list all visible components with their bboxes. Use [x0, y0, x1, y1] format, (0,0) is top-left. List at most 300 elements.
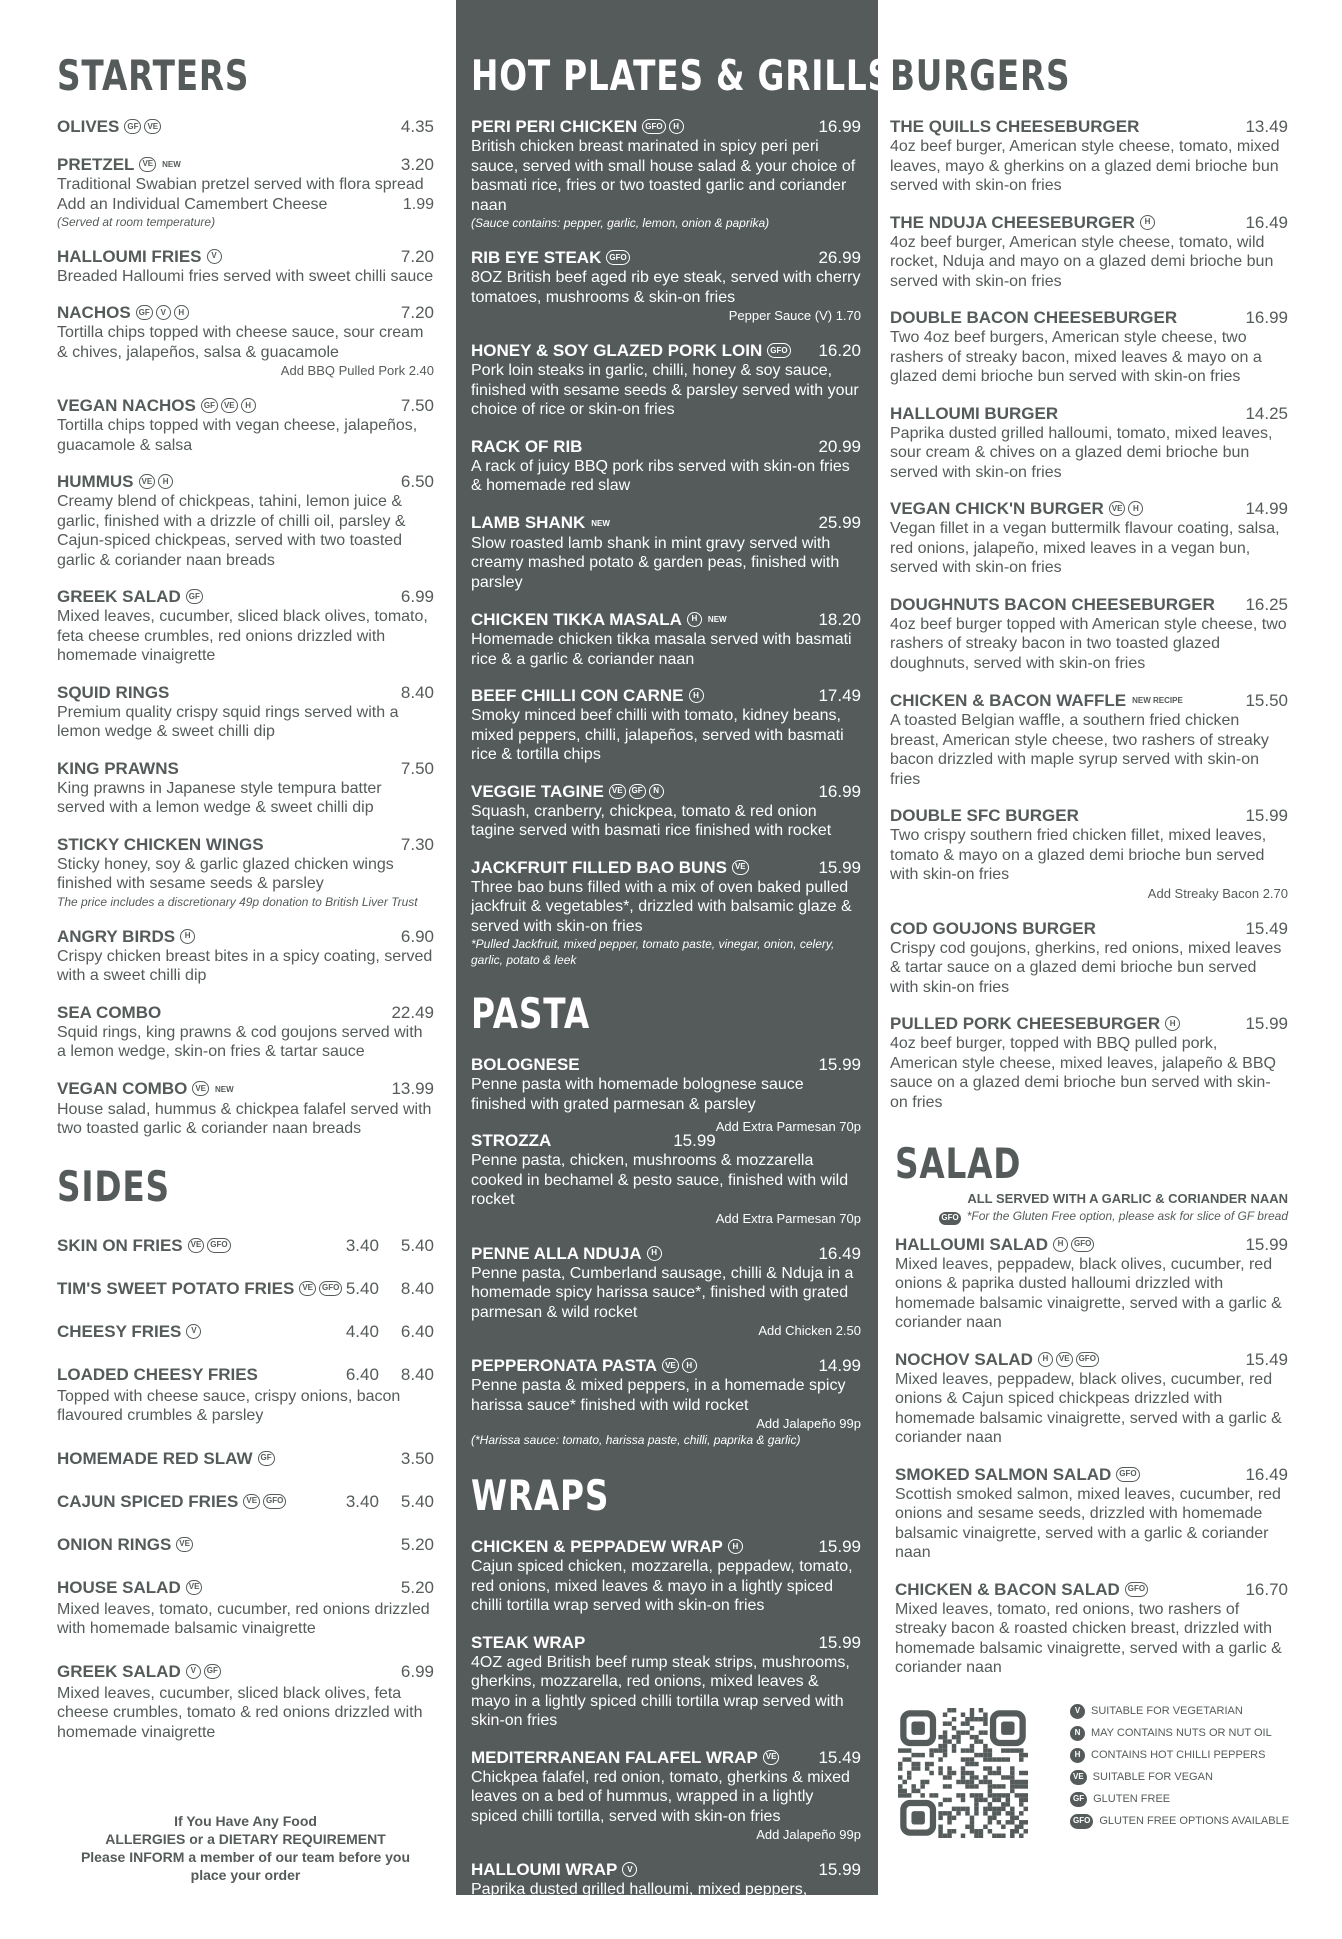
menu-item-header: [471, 340, 861, 361]
menu-item-header: [471, 1747, 861, 1768]
left-column: [0, 0, 456, 1895]
legend-label: GLUTEN FREE OPTIONS AVAILABLE: [1099, 1815, 1290, 1827]
menu-item-price: 15.99: [673, 1131, 716, 1150]
section-title-salad: SALAD: [895, 1139, 1022, 1188]
menu-item-header: [890, 403, 1288, 424]
menu-item-description: Three bao buns filled with a mix of oven baked pulled jackfruit & vegetables*, drizzled with balsamic glaze & served with skin-on fries: [471, 878, 852, 935]
menu-item: [471, 1054, 861, 1134]
menu-item-price: 16.25: [1245, 594, 1288, 614]
dietary-tag-v: V: [207, 249, 222, 264]
menu-item-header: [471, 1632, 861, 1653]
menu-item-price: 4.35: [400, 117, 434, 136]
menu-item-description: King prawns in Japanese style tempura batter served with a lemon wedge & sweet chilli dip: [57, 779, 382, 816]
side-item-header: [57, 1278, 434, 1299]
menu-item: [57, 926, 434, 986]
menu-item-price: 7.50: [400, 758, 434, 778]
menu-item-description: 4OZ aged British beef rump steak strips, mushrooms, gherkins, mozzarella, red onions, mixed leaves & mayo in a lightly spiced chilli tortilla wrap served with skin-on fries: [471, 1653, 850, 1729]
menu-item-name: ANGRY BIRDS: [57, 926, 176, 946]
menu-item: [895, 1579, 1288, 1678]
menu-item: [471, 1130, 861, 1227]
menu-item-header: [57, 1002, 434, 1023]
allergy-line: ALLERGIES or a DIETARY REQUIREMENT: [105, 1831, 386, 1847]
menu-item: [895, 1234, 1288, 1333]
allergy-line: Please INFORM a member of our team before you: [80, 1849, 411, 1865]
dietary-tag-h: H: [174, 305, 189, 320]
side-price-regular: 6.40: [345, 1364, 379, 1384]
dietary-tag-ve: VE: [192, 1081, 209, 1096]
menu-item-price: 16.49: [1245, 1464, 1288, 1484]
menu-item: [890, 212, 1288, 292]
menu-item-price: 15.49: [818, 1747, 861, 1767]
dietary-tag-gf: GF: [204, 1664, 221, 1679]
menu-item-name: KING PRAWNS: [57, 758, 179, 778]
dietary-tag-h: H: [687, 612, 702, 627]
menu-item-header: [57, 302, 434, 323]
dietary-tag-gfo: GFO: [1071, 1237, 1094, 1252]
dietary-tags: [139, 157, 156, 172]
legend-row: [1070, 1744, 1289, 1766]
dietary-tag-n: N: [649, 784, 664, 799]
menu-item-name: HUMMUS: [57, 472, 134, 491]
legend-tag-h: H: [1070, 1748, 1085, 1763]
add-on: Add Extra Parmesan 70p: [715, 1119, 861, 1134]
menu-item-description: Chickpea falafel, red onion, tomato, gherkins & mixed leaves on a bed of hummus, wrapped in a lightly spiced chilli tortilla, served with skin-on fries: [471, 1768, 850, 1825]
dietary-tag-gfo: GFO: [207, 1238, 230, 1253]
menu-item-price: 15.50: [1245, 690, 1288, 710]
menu-item: [57, 302, 434, 379]
dietary-tag-h: H: [1140, 215, 1155, 230]
side-item-header: [57, 1534, 434, 1555]
menu-item-name: CHICKEN & BACON SALAD: [895, 1579, 1120, 1599]
allergy-line: place your order: [190, 1867, 301, 1883]
menu-item-description: Penne pasta with homemade bolognese sauce finished with grated parmesan & parsley Add Extra Parmesan 70p: [471, 1075, 861, 1114]
dietary-tags: [767, 343, 790, 358]
menu-item: [471, 1243, 861, 1340]
new-badge: NEW RECIPE: [1132, 696, 1183, 705]
menu-item-header: [57, 395, 434, 416]
side-price-large: 6.99: [400, 1661, 434, 1681]
menu-item-name: LAMB SHANK: [471, 513, 586, 532]
dietary-tag-gfo: GFO: [1125, 1582, 1148, 1597]
menu-item-name: MEDITERRANEAN FALAFEL WRAP: [471, 1747, 758, 1767]
menu-item-price: 7.20: [400, 303, 434, 322]
side-item: [57, 1577, 434, 1639]
salad-list: [895, 1234, 1288, 1678]
legend-row: [1070, 1810, 1289, 1832]
menu-item-header: [471, 512, 861, 534]
dietary-tag-gfo: GFO: [642, 119, 665, 134]
dietary-tag-gfo: GFO: [767, 343, 790, 358]
add-on-label: Add an Individual Camembert Cheese: [57, 195, 328, 213]
menu-item-name: HALLOUMI SALAD: [895, 1234, 1048, 1254]
menu-item-name: NOCHOV SALAD: [895, 1349, 1033, 1369]
menu-item-header: [471, 857, 861, 878]
menu-item-name: HALLOUMI BURGER: [890, 403, 1059, 423]
menu-item: [895, 1464, 1288, 1563]
menu-item-name: DOUBLE SFC BURGER: [890, 806, 1079, 825]
dietary-tag-ve: VE: [1056, 1352, 1073, 1367]
menu-item-name: CHICKEN & BACON WAFFLE: [890, 690, 1127, 710]
menu-item: [471, 1355, 861, 1448]
menu-item-header: [890, 918, 1288, 939]
menu-item: [57, 586, 434, 666]
legend-label: MAY CONTAINS NUTS OR NUT OIL: [1091, 1727, 1272, 1739]
menu-item-price: 15.49: [1245, 918, 1288, 938]
menu-item-header: [471, 1130, 716, 1151]
allergy-notice: [57, 1812, 434, 1884]
menu-item-description: 4oz beef burger, American style cheese, tomato, wild rocket, Nduja and mayo on a glazed demi brioche bun served with skin-on fries: [890, 233, 1274, 290]
menu-item-header: [471, 1243, 861, 1264]
dietary-tag-h: H: [728, 1539, 743, 1554]
menu-item-header: [471, 608, 861, 630]
menu-item-description: A rack of juicy BBQ pork ribs served with skin-on fries & homemade red slaw: [471, 457, 850, 494]
menu-item-header: [471, 247, 861, 268]
side-item: [57, 1491, 434, 1512]
menu-item: [57, 1002, 434, 1062]
qr-code[interactable]: [898, 1708, 1028, 1838]
legend-tag-v: V: [1070, 1704, 1085, 1719]
dietary-tag-v: V: [156, 305, 171, 320]
menu-item: [890, 805, 1288, 902]
legend-tag-gfo: GFO: [1070, 1814, 1093, 1829]
menu-item-price: 6.99: [400, 587, 434, 606]
menu-item-price: 15.99: [818, 1632, 861, 1652]
menu-item-price: 16.99: [818, 117, 861, 136]
menu-item-header: [57, 834, 434, 855]
menu-item-header: [890, 805, 1288, 826]
menu-item: [890, 307, 1288, 387]
menu-item-name: HALLOUMI FRIES: [57, 246, 202, 266]
menu-item: [57, 153, 434, 230]
menu-item: [471, 1747, 861, 1844]
legend-row: [1070, 1788, 1289, 1810]
new-badge: NEW: [707, 615, 727, 624]
menu-item: [57, 116, 434, 137]
side-item-header: [57, 1661, 434, 1682]
menu-item: [471, 512, 861, 593]
dietary-tag-gf: GF: [258, 1451, 275, 1466]
menu-item-price: 15.99: [818, 1055, 861, 1074]
menu-item: [471, 685, 861, 765]
dietary-tag-ve: VE: [662, 1358, 679, 1373]
menu-item-price: 16.99: [1245, 308, 1288, 327]
menu-item-price: 6.90: [400, 926, 434, 946]
menu-item-name: BEEF CHILLI CON CARNE: [471, 686, 684, 705]
menu-item-price: 15.99: [1245, 1234, 1288, 1254]
dietary-tag-v: V: [186, 1664, 201, 1679]
dietary-tag-h: H: [682, 1358, 697, 1373]
hot-plates-list: [471, 116, 861, 968]
dietary-tag-ve: VE: [186, 1580, 203, 1595]
menu-item-description: Crispy chicken breast bites in a spicy coating, served with a sweet chilli dip: [57, 947, 433, 984]
side-item-prices: [346, 1278, 434, 1299]
section-title-pasta: PASTA: [471, 989, 591, 1038]
menu-item-description: Two 4oz beef burgers, American style cheese, two rashers of streaky bacon, mixed leaves & mayo on a glazed demi brioche bun served with skin-on fries: [890, 329, 1262, 385]
menu-item-price: 15.99: [1245, 806, 1288, 825]
dietary-tag-ve: VE: [763, 1750, 780, 1765]
dietary-tags: [763, 1750, 780, 1765]
menu-item-header: [57, 682, 434, 703]
legend-label: SUITABLE FOR VEGAN: [1092, 1771, 1213, 1783]
menu-item: [471, 1632, 861, 1731]
menu-item-name: STROZZA: [471, 1131, 552, 1150]
menu-item-description: Vegan fillet in a vegan buttermilk flavour coating, salsa, red onions, jalapeño, mixed leaves in a vegan bun, served with skin-on fries: [890, 520, 1280, 576]
menu-item-description: Paprika dusted grilled halloumi, mixed peppers, tomato, onions, mixed leaves & mayo in a lightly spiced chilli tortilla wrap served with skin-on fries: [471, 1881, 816, 1937]
menu-item: [57, 758, 434, 818]
dietary-tag-h: H: [1038, 1352, 1053, 1367]
starters-list: [57, 116, 434, 1139]
section-title-wraps: WRAPS: [471, 1471, 610, 1520]
side-item: [57, 1661, 434, 1743]
menu-item-price: 14.99: [818, 1356, 861, 1375]
menu-item-description: Sticky honey, soy & garlic glazed chicken wings finished with sesame seeds & parsley: [57, 855, 394, 892]
dietary-tags: [606, 250, 629, 265]
dietary-tags: [139, 474, 174, 489]
menu-item: [890, 689, 1288, 789]
menu-item-header: [471, 781, 861, 802]
dietary-tags: [647, 1246, 662, 1261]
add-on: Add Extra Parmesan 70p: [715, 1210, 861, 1226]
menu-item-price: 13.99: [391, 1079, 434, 1098]
menu-item-description: Traditional Swabian pretzel served with flora spread: [57, 176, 424, 193]
menu-item-description: 4oz beef burger, American style cheese, tomato, mixed leaves, mayo & gherkins on a glazed demi brioche bun served with skin-on fries: [890, 138, 1280, 194]
legend-label: GLUTEN FREE: [1093, 1793, 1171, 1805]
menu-item-description: Penne pasta & mixed peppers, in a homemade spicy harissa sauce* finished with wild rocket: [471, 1377, 846, 1414]
side-item-header: [57, 1364, 434, 1385]
legend-row: [1070, 1722, 1289, 1744]
pasta-list: [471, 1054, 861, 1448]
legend-row: [1070, 1766, 1289, 1788]
dietary-tags: [1125, 1582, 1148, 1597]
menu-item: [890, 116, 1288, 196]
legend-row: [1070, 1700, 1289, 1722]
menu-item: [57, 246, 434, 287]
menu-item-description: Slow roasted lamb shank in mint gravy served with creamy mashed potato & garden peas, finished with parsley: [471, 534, 840, 591]
add-on-row: [57, 195, 434, 214]
side-price-large: 5.20: [400, 1534, 434, 1554]
add-on: Pepper Sauce (V) 1.70: [728, 308, 861, 323]
menu-item-name: VEGAN CHICK'N BURGER: [890, 499, 1104, 518]
side-price-regular: 4.40: [345, 1321, 379, 1341]
dietary-tag-h: H: [180, 929, 195, 944]
menu-item-name: STICKY CHICKEN WINGS: [57, 834, 264, 854]
menu-item-name: VEGAN COMBO: [57, 1079, 188, 1098]
dietary-tag-h: H: [1165, 1016, 1180, 1031]
dietary-tags: [662, 1358, 697, 1373]
menu-item-description: Crispy cod goujons, gherkins, red onions, mixed leaves & tartar sauce on a glazed demi brioche bun served with skin-on fries: [890, 939, 1282, 996]
dietary-tags: [622, 1862, 637, 1877]
menu-item-name: HONEY & SOY GLAZED PORK LOIN: [471, 341, 763, 360]
side-item-prices: [401, 1448, 434, 1469]
menu-item-name: SMOKED SALMON SALAD: [895, 1464, 1112, 1484]
side-item-name: SKIN ON FRIES: [57, 1235, 183, 1255]
dietary-tags: [188, 1238, 231, 1253]
side-item: [57, 1448, 434, 1469]
side-item: [57, 1534, 434, 1555]
gluten-free-note-text: *For the Gluten Free option, please ask for slice of GF bread: [966, 1209, 1288, 1223]
menu-item-name: PENNE ALLA NDUJA: [471, 1243, 642, 1263]
new-badge: NEW: [162, 160, 181, 169]
side-price-large: 8.40: [400, 1364, 434, 1384]
dietary-tag-ve: VE: [299, 1281, 316, 1296]
menu-item-price: 22.49: [391, 1002, 434, 1022]
menu-item-name: VEGGIE TAGINE: [471, 781, 604, 801]
menu-item-header: [890, 594, 1288, 615]
dietary-tag-gf: GF: [124, 119, 141, 134]
menu-item-header: [471, 1355, 861, 1376]
menu-item-price: 18.20: [818, 609, 861, 629]
menu-item: [57, 834, 434, 910]
dietary-tag-ve: VE: [188, 1238, 205, 1253]
menu-item-header: [471, 116, 861, 137]
section-title-hot-plates: HOT PLATES & GRILLS: [471, 51, 892, 100]
side-item: [57, 1278, 434, 1299]
menu-item: [471, 247, 861, 324]
dietary-tag-h: H: [241, 398, 256, 413]
menu-item: [57, 395, 434, 455]
menu-item-description: Paprika dusted grilled halloumi, tomato, mixed leaves, sour cream & chives on a glazed demi brioche bun served with skin-on fries: [890, 424, 1273, 481]
menu-item-header: [890, 116, 1288, 137]
dietary-tags: [207, 249, 222, 264]
legend-tag-n: N: [1070, 1726, 1085, 1741]
add-on: Add Jalapeño 99p: [756, 1416, 861, 1431]
menu-item-header: [57, 758, 434, 779]
menu-item-description: Cajun spiced chicken, mozzarella, peppadew, tomato, red onions, mixed leaves & mayo in a lightly spiced chilli tortilla wrap served with skin-on fries: [471, 1558, 853, 1614]
menu-item: [57, 471, 434, 570]
menu-item: [895, 1349, 1288, 1448]
menu-item-note: (*Harissa sauce: tomato, harissa paste, chilli, paprika & garlic): [471, 1433, 801, 1447]
menu-item-name: VEGAN NACHOS: [57, 396, 196, 415]
section-title-burgers: BURGERS: [890, 51, 1071, 100]
dietary-tag-gfo: GFO: [263, 1494, 286, 1509]
menu-item: [471, 608, 861, 669]
menu-item-name: CHICKEN TIKKA MASALA: [471, 609, 682, 629]
menu-item-description: House salad, hummus & chickpea falafel served with two toasted garlic & coriander naan breads: [57, 1100, 432, 1137]
side-item-header: [57, 1448, 434, 1469]
menu-item-price: 16.70: [1245, 1579, 1288, 1599]
dietary-tag-ve: VE: [144, 119, 161, 134]
menu-item-price: 16.20: [818, 341, 861, 360]
menu-item-name: OLIVES: [57, 117, 120, 136]
menu-item-price: 17.49: [818, 686, 861, 705]
menu-item-name: GREEK SALAD: [57, 587, 181, 606]
menu-item-name: BOLOGNESE: [471, 1055, 580, 1074]
menu-item-price: 15.99: [1245, 1014, 1288, 1033]
side-price-large: 5.20: [400, 1577, 434, 1597]
dietary-tags: [732, 860, 749, 875]
legend-label: CONTAINS HOT CHILLI PEPPERS: [1091, 1749, 1266, 1761]
menu-item-price: 7.20: [400, 246, 434, 266]
menu-item-note: The price includes a discretionary 49p donation to British Liver Trust: [57, 894, 418, 909]
menu-item-name: CHICKEN & PEPPADEW WRAP: [471, 1537, 723, 1556]
dietary-tags: [186, 1664, 221, 1679]
menu-item-description: Scottish smoked salmon, mixed leaves, cucumber, red onions and sesame seeds, drizzled with homemade balsamic vinaigrette, served with a garlic & coriander naan: [895, 1485, 1281, 1561]
menu-item-note: (Served at room temperature): [57, 214, 216, 229]
dietary-tag-ve: VE: [221, 398, 238, 413]
menu-item-description: Penne pasta, Cumberland sausage, chilli & Nduja in a homemade spicy harissa sauce*, finished with grated parmesan & wild rocket: [471, 1264, 854, 1321]
side-item-name: CAJUN SPICED FRIES: [57, 1491, 239, 1511]
menu-item-name: THE QUILLS CHEESEBURGER: [890, 117, 1140, 136]
dietary-tag-gfo: GFO: [319, 1281, 342, 1296]
dietary-tag-ve: VE: [243, 1494, 260, 1509]
gluten-free-note: GFO *For the Gluten Free option, please ask for slice of GF bread: [895, 1207, 1288, 1226]
menu-item-description: Mixed leaves, tomato, red onions, two rashers of streaky bacon & roasted chicken breast, drizzled with homemade balsamic vinaigrette, served with a garlic & coriander naan: [895, 1600, 1282, 1676]
dietary-tags: [609, 784, 664, 799]
menu-item-price: 26.99: [818, 248, 861, 267]
menu-item-price: 7.30: [400, 834, 434, 854]
new-badge: NEW: [215, 1084, 234, 1094]
menu-item-description: Mixed leaves, peppadew, black olives, cucumber, red onions & paprika dusted halloumi drizzled with homemade balsamic vinaigrette, served with a garlic & coriander naan: [895, 1255, 1282, 1331]
add-on: Add BBQ Pulled Pork 2.40: [280, 363, 434, 378]
menu-item-description: 4oz beef burger topped with American style cheese, two rashers of streaky bacon in two toasted glazed doughnuts, served with skin-on fries: [890, 615, 1287, 672]
dietary-tags: [1038, 1352, 1099, 1367]
menu-item-description: Smoky minced beef chilli with tomato, kidney beans, mixed peppers, chilli, jalapeños, served with basmati rice & tortilla chips: [471, 707, 844, 763]
dietary-tag-ve: VE: [176, 1537, 193, 1552]
menu-item-price: 16.49: [1245, 212, 1288, 232]
side-item: [57, 1235, 434, 1256]
side-price-large: 6.40: [400, 1321, 434, 1341]
menu-item-description: Mixed leaves, peppadew, black olives, cucumber, red onions & Cajun spiced chickpeas drizzled with homemade balsamic vinaigrette, served with a garlic & coriander naan: [895, 1370, 1282, 1446]
dietary-tags: [687, 612, 702, 627]
menu-item-header: [895, 1349, 1288, 1370]
side-item-prices: [401, 1534, 434, 1555]
dietary-tag-gfo: GFO: [606, 250, 629, 265]
menu-item-header: [57, 246, 434, 267]
menu-item-name: STEAK WRAP: [471, 1632, 586, 1652]
menu-item-name: RACK OF RIB: [471, 436, 583, 456]
legend-tag-gf: GF: [1070, 1792, 1087, 1807]
dietary-tag-h: H: [669, 119, 684, 134]
menu-item-name: JACKFRUIT FILLED BAO BUNS: [471, 857, 727, 877]
menu-item-price: 3.20: [400, 154, 434, 174]
dietary-tags: [1140, 215, 1155, 230]
menu-item-name: SQUID RINGS: [57, 682, 170, 702]
dietary-tags: [299, 1281, 342, 1296]
dietary-tags: [1053, 1237, 1094, 1252]
dietary-tag-h: H: [1128, 501, 1143, 516]
menu-item-name: PULLED PORK CHEESEBURGER: [890, 1014, 1161, 1033]
dietary-tags: [258, 1451, 275, 1466]
add-on: Add Chicken 2.50: [758, 1323, 861, 1338]
dietary-tags: [124, 119, 161, 134]
menu-item-price: 20.99: [818, 436, 861, 456]
dietary-tags: [1109, 501, 1144, 516]
menu-item: [57, 1078, 434, 1139]
menu-item: [471, 436, 861, 496]
dietary-tag-ve: VE: [1109, 501, 1126, 516]
side-item-name: GREEK SALAD: [57, 1661, 181, 1681]
dietary-tags: [1116, 1467, 1139, 1482]
menu-item-name: HALLOUMI WRAP: [471, 1860, 618, 1879]
dietary-tag-ve: VE: [139, 157, 156, 172]
side-price-large: 3.50: [400, 1448, 434, 1468]
menu-item-description: British chicken breast marinated in spicy peri peri sauce, served with small house salad & your choice of basmati rice, fries or two toasted garlic and coriander naan: [471, 138, 856, 214]
dietary-tags: [201, 398, 256, 413]
menu-item-description: Tortilla chips topped with cheese sauce, sour cream & chives, jalapeños, salsa & guacamole: [57, 324, 424, 361]
dietary-legend: [1070, 1700, 1289, 1832]
menu-item-description: 8OZ British beef aged rib eye steak, served with cherry tomatoes, mushrooms & skin-on fries: [471, 269, 861, 306]
dietary-tags: [186, 1324, 201, 1339]
menu-item-description: Penne pasta, chicken, mushrooms & mozzarella cooked in bechamel & pesto sauce, finished with wild rocket: [471, 1152, 849, 1208]
side-item-header: [57, 1577, 434, 1598]
menu-item-header: [890, 498, 1288, 519]
menu-item-name: NACHOS: [57, 303, 131, 322]
wraps-list: [471, 1536, 861, 1939]
side-item-prices: [346, 1491, 434, 1512]
menu-item-description: 4oz beef burger, topped with BBQ pulled pork, American style cheese, mixed leaves, jalapeño & BBQ sauce on a glazed demi brioche bun served with skin-on fries: [890, 1035, 1276, 1111]
dietary-tags: [176, 1537, 193, 1552]
dietary-tag-gfo: GFO: [1076, 1352, 1099, 1367]
